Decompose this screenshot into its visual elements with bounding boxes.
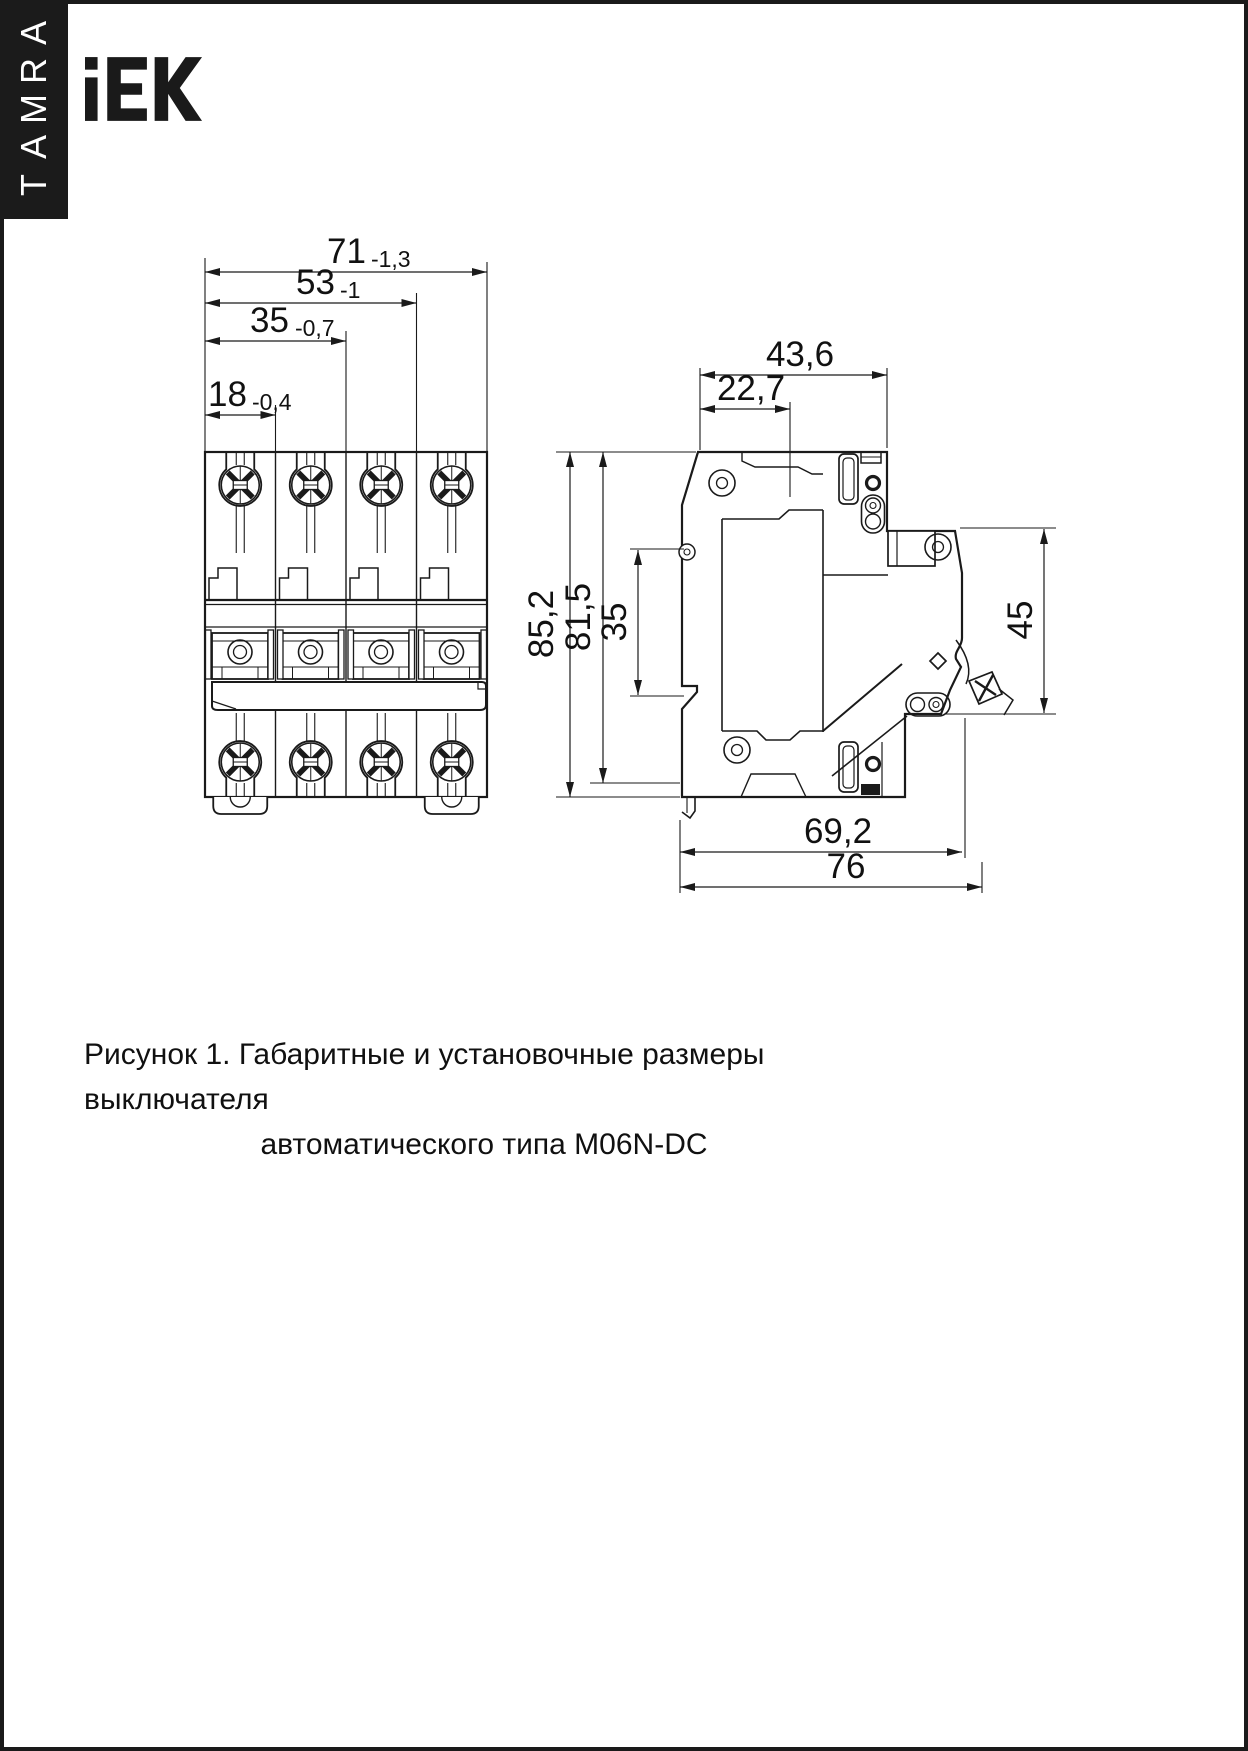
side-dimensions: [522, 335, 1056, 893]
front-mounting-feet: [213, 797, 479, 814]
side-rivets: [679, 470, 951, 763]
dim-label-22-7: 22,7: [716, 369, 786, 408]
dim-label-45: 45: [1001, 600, 1040, 640]
dim-label-85-2: 85,2: [522, 589, 561, 659]
dim-label-35-side: 35: [595, 602, 634, 642]
dim-label-53: 53 -1: [296, 263, 361, 303]
front-view: [205, 452, 487, 814]
dim-label-81-5: 81,5: [559, 582, 598, 652]
dim-label-76: 76: [826, 847, 866, 886]
side-din-clip-details: [839, 452, 885, 795]
front-clip-tabs: [209, 568, 449, 600]
front-dimensions: [205, 232, 487, 452]
dim-label-71: 71 -1,3: [327, 232, 411, 272]
dim-label-43-6: 43,6: [765, 335, 835, 374]
figure-caption-line2: автоматического типа M06N-DC: [260, 1128, 708, 1161]
side-inner-contours: [682, 452, 907, 818]
figure-caption-line1: Рисунок 1. Габаритные и установочные размеры выключателя: [84, 1038, 765, 1116]
front-handle-tie-bar: [212, 682, 486, 710]
figure-caption: [84, 1032, 884, 1167]
brand-vertical-text: A R M A T: [13, 21, 54, 196]
side-view: [679, 452, 1013, 818]
side-body-outline: [682, 452, 962, 797]
dim-label-35: 35 -0,7: [250, 301, 335, 341]
side-latch-assembly: [906, 640, 1013, 716]
dim-label-18: 18 -0,4: [208, 375, 292, 415]
side-terminal-lug: [888, 531, 935, 566]
dim-label-69-2: 69,2: [803, 812, 873, 851]
